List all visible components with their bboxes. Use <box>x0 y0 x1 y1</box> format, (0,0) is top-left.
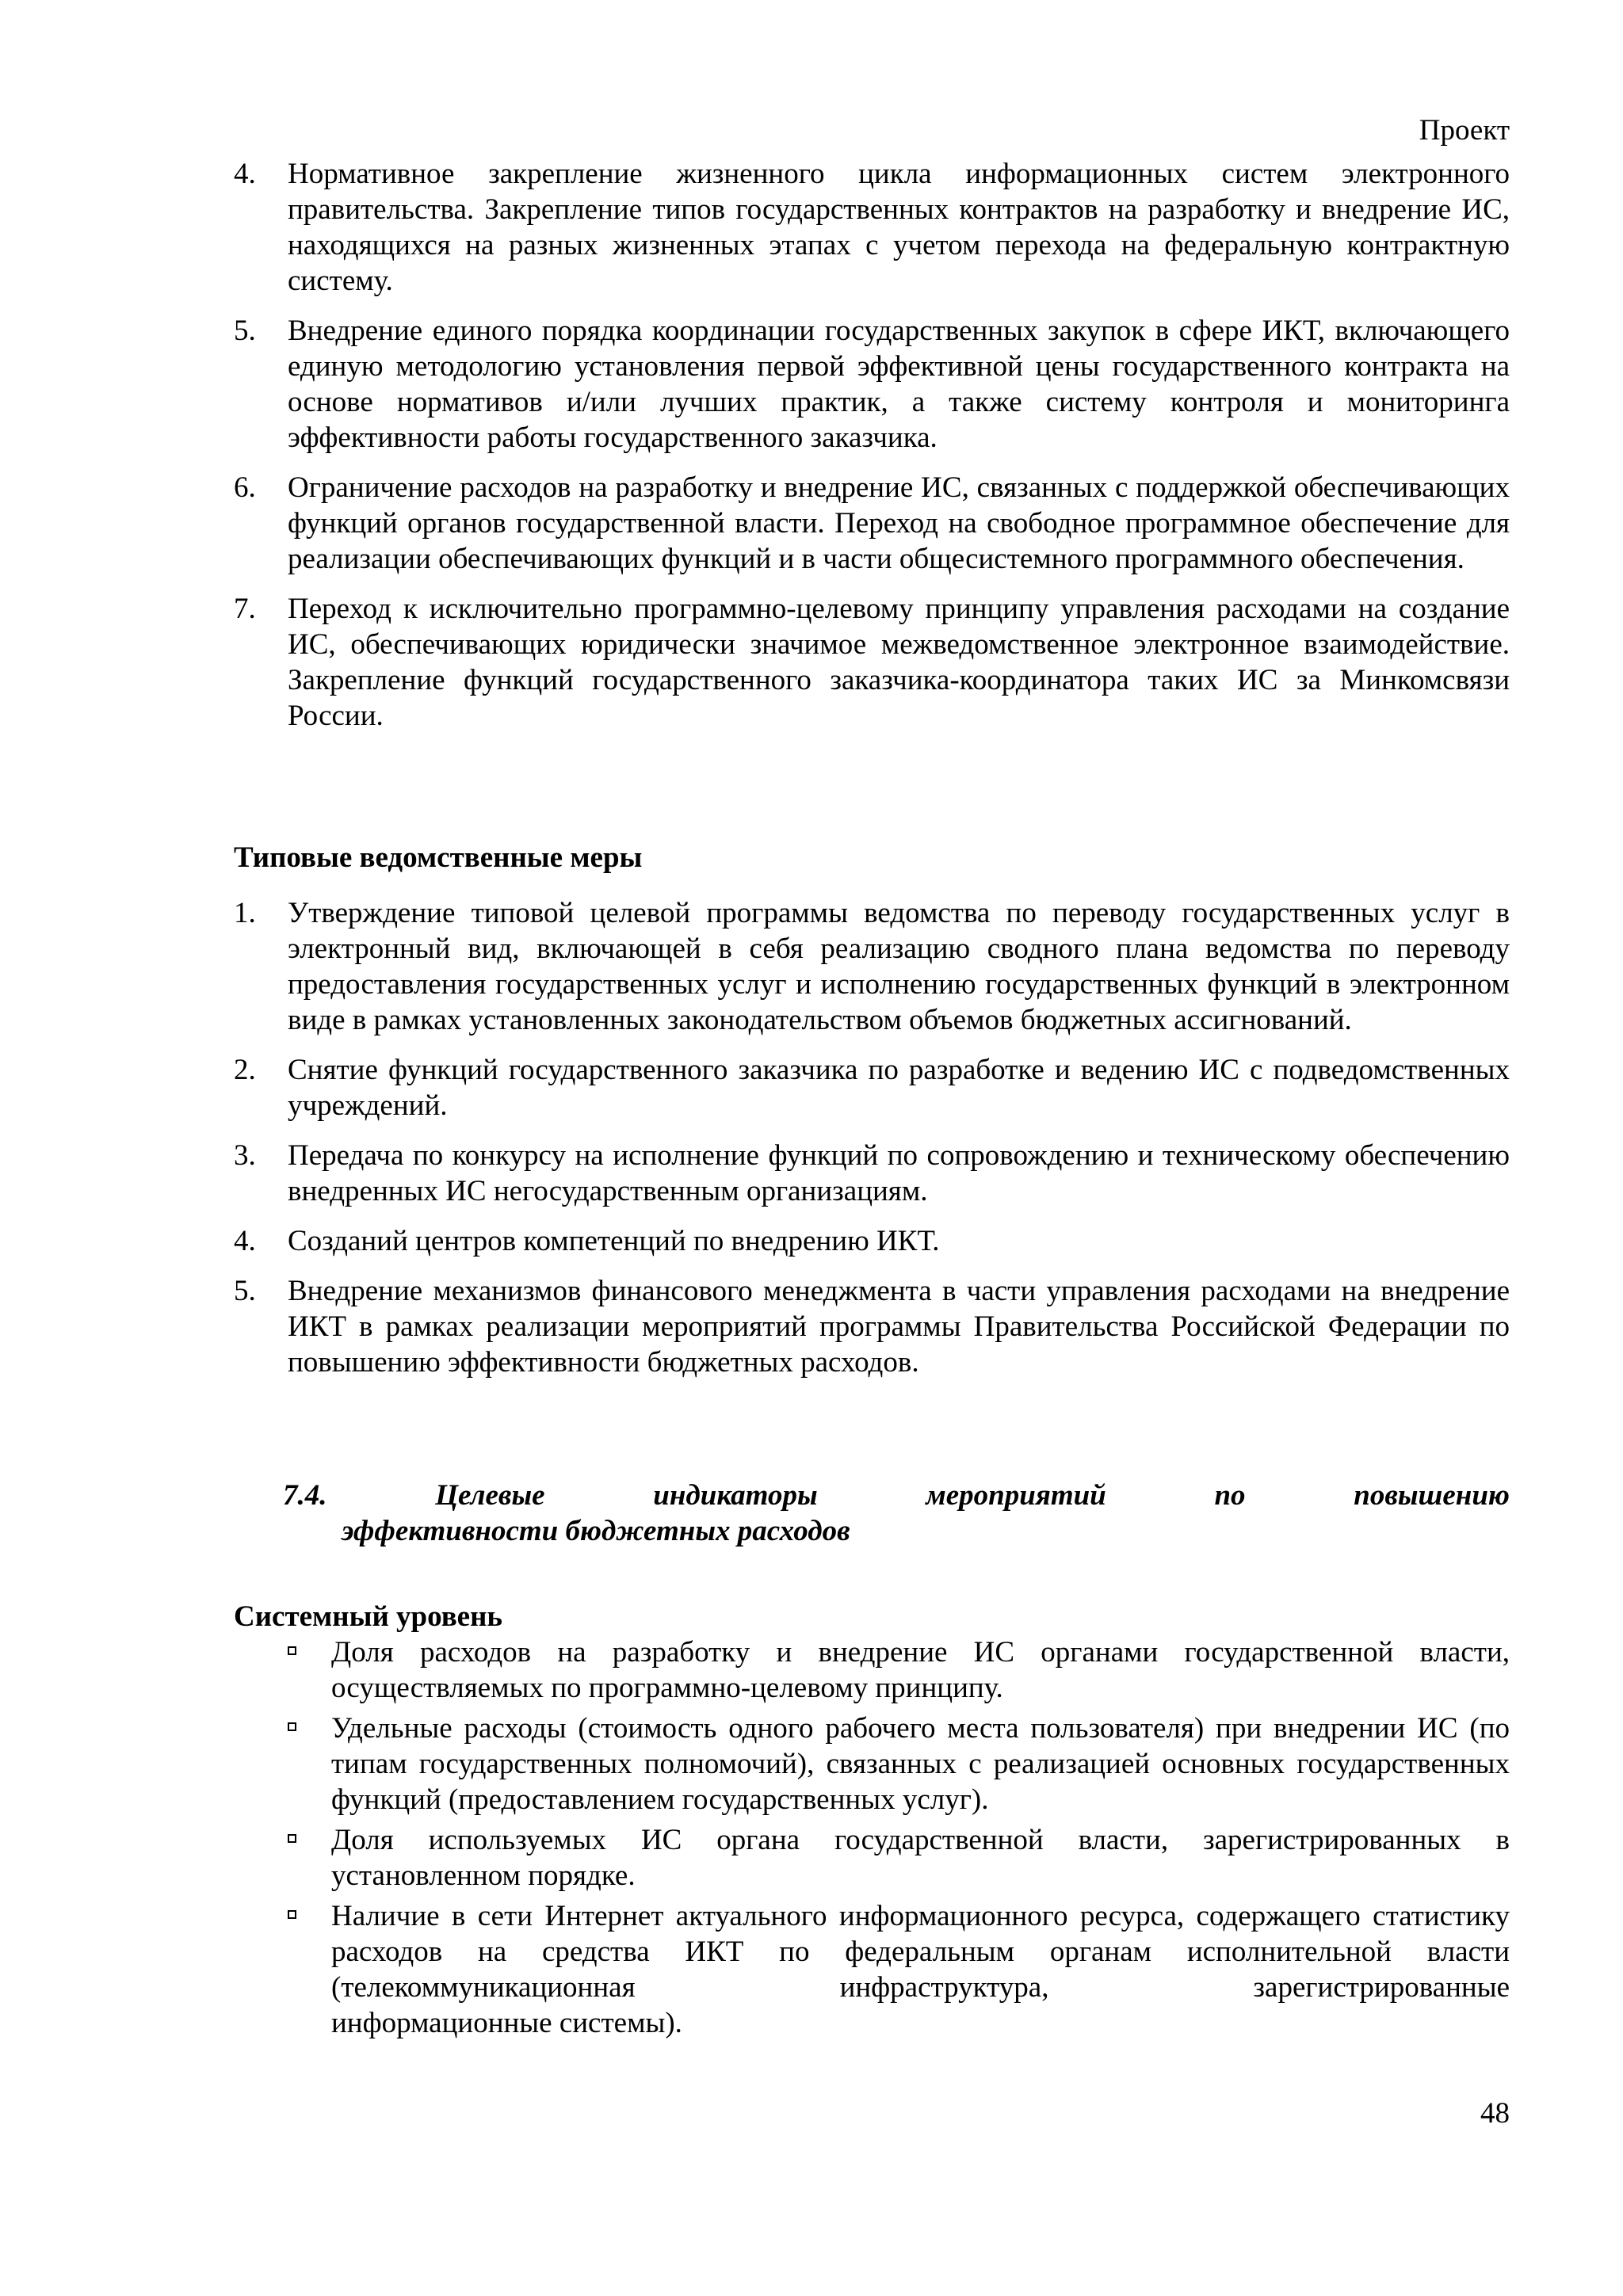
list-item-text: Удельные расходы (стоимость одного рабочего места пользователя) при внедрении ИС (по типам государственных полномочий), связанных с реализацией основных государственных функций (предоставлением государственных услуг). <box>331 1712 1510 1816</box>
section-title-line2: эффективности бюджетных расходов <box>342 1515 850 1547</box>
section-title-word: повышению <box>1354 1479 1510 1512</box>
list-item-text <box>331 1898 1510 2041</box>
list-item <box>234 1052 1510 1123</box>
document-status-label: Проект <box>1419 114 1510 147</box>
list-item <box>234 470 1510 577</box>
section-number: 7.4. <box>283 1479 327 1512</box>
list-item-text: Переход к исключительно программно-целевому принципу управления расходами на создание ИС, обеспечивающих юридически значимое межведомственное электронное взаимодействие. Закрепление функций государственного заказчика-координатора таких ИС за Минкомсвязи России. <box>288 593 1510 732</box>
section-title-word: индикаторы <box>653 1479 818 1512</box>
list-item-number: 2. <box>234 1054 256 1086</box>
list-item-text: Доля расходов на разработку и внедрение ИС органами государственной власти, осуществляемых по программно-целевому принципу. <box>331 1636 1510 1704</box>
measures-list <box>234 156 1510 748</box>
list-item <box>234 1822 1510 1894</box>
section-title-word: по <box>1214 1479 1246 1512</box>
typical-measures-list <box>234 895 1510 1394</box>
list-item-number: 5. <box>234 1275 256 1307</box>
list-item-text: Созданий центров компетенций по внедрению ИКТ. <box>288 1225 940 1257</box>
list-item <box>234 1711 1510 1817</box>
list-item-number: 4. <box>234 1225 256 1257</box>
list-item-number: 6. <box>234 471 256 504</box>
list-item <box>234 313 1510 456</box>
list-item-text: Утверждение типовой целевой программы ведомства по переводу государственных услуг в электронный вид, включающей в себя реализацию сводного плана ведомства по переводу предоставления государственных услуг и исполнению государственных функций в электронном виде в рамках установленных законодательством объемов бюджетных ассигнований. <box>288 897 1510 1036</box>
page-number: 48 <box>1480 2097 1510 2130</box>
list-item <box>234 1273 1510 1380</box>
list-item-text: Внедрение механизмов финансового менеджмента в части управления расходами на внедрение ИКТ в рамках реализации мероприятий программы Правительства Российской Федерации по повышению эффективности бюджетных расходов. <box>288 1275 1510 1379</box>
section-heading <box>234 1478 1510 1549</box>
square-bullet-icon <box>234 1634 331 1706</box>
system-level-heading: Системный уровень <box>234 1600 502 1633</box>
list-item-text: Снятие функций государственного заказчика по разработке и ведению ИС с подведомственных учреждений. <box>288 1054 1510 1122</box>
list-item-number: 5. <box>234 315 256 347</box>
list-item-text: Нормативное закрепление жизненного цикла информационных систем электронного правительства. Закрепление типов государственных контрактов на разработку и внедрение ИС, находящихся на разных жизненных этапах с учетом перехода на федеральную контрактную систему. <box>288 158 1510 297</box>
list-item <box>234 1634 1510 1706</box>
section-title-word: Целевые <box>435 1479 545 1512</box>
list-item <box>234 895 1510 1038</box>
list-item <box>234 156 1510 299</box>
list-item-text-line: информационные системы). <box>331 2007 682 2039</box>
list-item-text: Внедрение единого порядка координации государственных закупок в сфере ИКТ, включающего единую методологию установления первой эффективной цены государственного контракта на основе нормативов и/или лучших практик, а также систему контроля и мониторинга эффективности работы государственного заказчика. <box>288 315 1510 454</box>
list-item-text: Ограничение расходов на разработку и внедрение ИС, связанных с поддержкой обеспечивающих функций органов государственной власти. Переход на свободное программное обеспечение для реализации обеспечивающих функций и в части общесистемного программного обеспечения. <box>288 471 1510 575</box>
list-item-number: 1. <box>234 897 256 929</box>
square-bullet-icon <box>234 1711 331 1817</box>
square-bullet-icon <box>234 1898 331 2041</box>
list-item-text-line: Наличие в сети Интернет актуального информационного ресурса, содержащего статистику расходов на средства ИКТ по федеральным органам исполнительной власти (телекоммуникационная инфраструктура, зарегистрированные <box>331 1900 1510 2004</box>
list-item-text: Передача по конкурсу на исполнение функций по сопровождению и техническому обеспечению внедренных ИС негосударственным организациям. <box>288 1139 1510 1207</box>
section-title-word: мероприятий <box>926 1479 1106 1512</box>
list-item-number: 4. <box>234 158 256 190</box>
list-item <box>234 1223 1510 1259</box>
square-bullet-icon <box>234 1822 331 1894</box>
list-item-text: Доля используемых ИС органа государственной власти, зарегистрированных в установленном порядке. <box>331 1824 1510 1892</box>
list-item <box>234 1138 1510 1209</box>
typical-measures-heading: Типовые ведомственные меры <box>234 841 643 874</box>
indicator-bullet-list <box>234 1634 1510 2046</box>
list-item-number: 7. <box>234 593 256 625</box>
list-item <box>234 591 1510 734</box>
list-item-number: 3. <box>234 1139 256 1172</box>
list-item <box>234 1898 1510 2041</box>
